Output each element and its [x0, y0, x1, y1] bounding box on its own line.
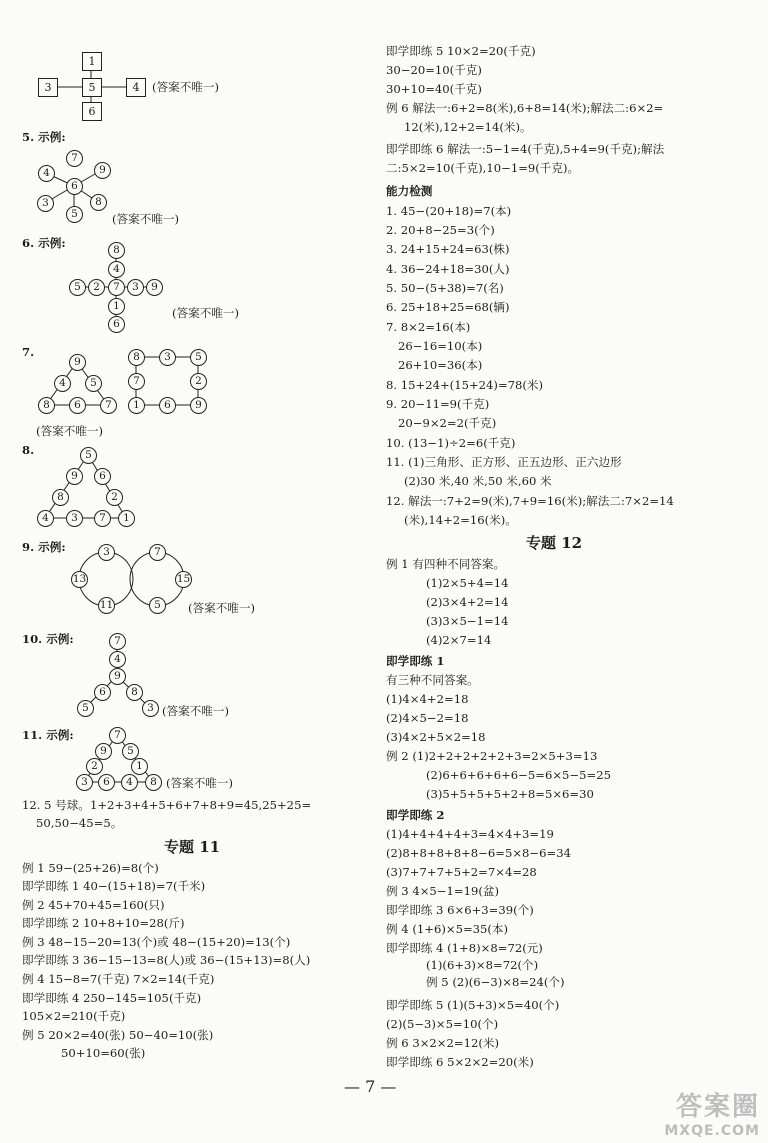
ability-line: 5. 50−(5+38)=7(名) [386, 281, 504, 295]
answer-line: 例 4 15−8=7(千克) 7×2=14(千克) [22, 972, 215, 986]
q5-node: 6 [66, 178, 83, 195]
q6-node: 3 [127, 279, 144, 296]
ability-line: 7. 8×2=16(本) [386, 320, 471, 334]
q7-sq-node: 9 [190, 397, 207, 414]
answer-line: (2)3×4+2=14 [426, 595, 509, 609]
answer-line: 即学即练 2 10+8+10=28(斤) [22, 916, 185, 930]
answer-line: 例 3 4×5−1=19(盆) [386, 884, 500, 898]
q12-line: 50,50−45=5。 [36, 816, 123, 830]
answer-line: (2)8+8+8+8+8−6=5×8−6=34 [386, 846, 571, 860]
q11-node: 5 [122, 743, 139, 760]
answer-line: 例 6 解法一:6+2=8(米),6+8=14(米);解法二:6×2= [386, 101, 664, 115]
q9-node: 5 [149, 597, 166, 614]
answer-line: (4)2×7=14 [426, 633, 492, 647]
answer-line: 即学即练 4 250−145=105(千克) [22, 991, 202, 1005]
q5-node: 9 [94, 162, 111, 179]
answer-line: 即学即练 5 (1)(5+3)×5=40(个) [386, 998, 560, 1012]
q5-node: 7 [66, 150, 83, 167]
q6-node: 7 [108, 279, 125, 296]
answer-line: (1)(6+3)×8=72(个) [426, 958, 539, 972]
q5-node: 8 [90, 194, 107, 211]
ability-line: 12. 解法一:7+2=9(米),7+9=16(米);解法二:7×2=14 [386, 494, 674, 508]
ability-line: 3. 24+15+24=63(株) [386, 242, 510, 256]
q6-label: 6. 示例: [22, 236, 66, 250]
answer-line: 30−20=10(千克) [386, 63, 482, 77]
q4-box-top: 1 [82, 52, 102, 71]
answer-line: (3)7+7+7+5+2=7×4=28 [386, 865, 537, 879]
q4-box-bottom: 6 [82, 102, 102, 121]
q11-node: 8 [145, 774, 162, 791]
answer-line: 即学即练 1 [386, 654, 445, 668]
q11-node: 6 [98, 774, 115, 791]
q12-line: 12. 5 号球。1+2+3+4+5+6+7+8+9=45,25+25= [22, 798, 312, 812]
answer-line: 30+10=40(千克) [386, 82, 482, 96]
q6-node: 1 [108, 298, 125, 315]
q7-tri-node: 5 [85, 375, 102, 392]
q10-node: 4 [109, 651, 126, 668]
q9-node: 7 [149, 544, 166, 561]
answer-line: 即学即练 3 6×6+3=39(个) [386, 903, 534, 917]
answer-line: 50+10=60(张) [61, 1046, 146, 1060]
section-title-11: 专题 11 [164, 838, 221, 856]
answer-line: 例 2 45+70+45=160(只) [22, 898, 165, 912]
q5-node: 3 [37, 195, 54, 212]
ability-line: (2)30 米,40 米,50 米,60 米 [404, 474, 552, 488]
ability-line: 6. 25+18+25=68(辆) [386, 300, 510, 314]
q6-note: (答案不唯一) [172, 306, 240, 320]
ability-line: 26+10=36(本) [398, 358, 483, 372]
answer-line: 例 2 (1)2+2+2+2+2+3=2×5+3=13 [386, 749, 598, 763]
answer-line: 例 1 59−(25+26)=8(个) [22, 861, 159, 875]
ability-line: 20−9×2=2(千克) [398, 416, 497, 430]
ability-line: 9. 20−11=9(千克) [386, 397, 490, 411]
q10-node: 5 [77, 700, 94, 717]
q11-node: 1 [131, 758, 148, 775]
q4-box-right: 4 [126, 78, 146, 97]
answer-line: 例 1 有四种不同答案。 [386, 557, 506, 571]
q9-label: 9. 示例: [22, 540, 66, 554]
q7-sq-node: 1 [128, 397, 145, 414]
q7-sq-node: 6 [159, 397, 176, 414]
q6-node: 6 [108, 316, 125, 333]
q7-sq-node: 8 [128, 349, 145, 366]
ability-line: 8. 15+24+(15+24)=78(米) [386, 378, 544, 392]
q8-node: 6 [94, 468, 111, 485]
ability-line: 4. 36−24+18=30(人) [386, 262, 510, 276]
ability-line: 26−16=10(本) [398, 339, 483, 353]
answer-line: 即学即练 4 (1+8)×8=72(元) [386, 941, 543, 955]
q5-node: 4 [38, 165, 55, 182]
q6-node: 4 [108, 261, 125, 278]
ability-line: 10. (13−1)÷2=6(千克) [386, 436, 516, 450]
answer-line: 即学即练 3 36−15−13=8(人)或 36−(15+13)=8(人) [22, 953, 311, 967]
answer-line: 例 6 3×2×2=12(米) [386, 1036, 500, 1050]
answer-line: 即学即练 1 40−(15+18)=7(千米) [22, 879, 206, 893]
answer-line: (1)4×4+2=18 [386, 692, 469, 706]
q9-node: 15 [175, 571, 192, 588]
ability-line: 11. (1)三角形、正方形、正五边形、正六边形 [386, 455, 622, 469]
q9-node: 3 [98, 544, 115, 561]
answer-line: (3)5+5+5+5+2+8=5×6=30 [426, 787, 594, 801]
q10-node: 9 [109, 668, 126, 685]
q8-label: 8. [22, 443, 35, 457]
q11-node: 2 [86, 758, 103, 775]
q7-tri-node: 7 [100, 397, 117, 414]
q8-node: 3 [66, 510, 83, 527]
q6-node: 9 [146, 279, 163, 296]
watermark-title: 答案圈 [675, 1092, 760, 1122]
q10-node: 7 [109, 633, 126, 650]
answer-line: 即学即练 6 解法一:5−1=4(千克),5+4=9(千克);解法 [386, 142, 665, 156]
q8-node: 1 [118, 510, 135, 527]
watermark-url: MXQE.COM [664, 1123, 760, 1139]
q4-box-left: 3 [38, 78, 58, 97]
answer-line: (3)3×5−1=14 [426, 614, 509, 628]
q7-label: 7. [22, 345, 35, 359]
q8-node: 4 [37, 510, 54, 527]
ability-title: 能力检测 [386, 184, 433, 198]
q11-node: 3 [76, 774, 93, 791]
ability-line: 2. 20+8−25=3(个) [386, 223, 495, 237]
q6-node: 8 [108, 242, 125, 259]
q11-node: 9 [95, 743, 112, 760]
q7-sq-node: 2 [190, 373, 207, 390]
q7-tri-node: 6 [69, 397, 86, 414]
q7-note: (答案不唯一) [36, 424, 104, 438]
answer-line: 二:5×2=10(千克),10−1=9(千克)。 [386, 161, 580, 175]
q11-node: 7 [109, 727, 126, 744]
q9-node: 11 [98, 597, 115, 614]
answer-line: (2)4×5−2=18 [386, 711, 469, 725]
q8-node: 9 [66, 468, 83, 485]
q10-note: (答案不唯一) [162, 704, 230, 718]
answer-line: 例 4 (1+6)×5=35(本) [386, 922, 509, 936]
q7-tri-node: 9 [69, 354, 86, 371]
q11-node: 4 [121, 774, 138, 791]
section-title-12: 专题 12 [526, 534, 583, 552]
answer-line: 12(米),12+2=14(米)。 [404, 120, 532, 134]
answer-line: (1)2×5+4=14 [426, 576, 509, 590]
q5-label: 5. 示例: [22, 130, 66, 144]
answer-line: 即学即练 5 10×2=20(千克) [386, 44, 536, 58]
answer-line: 即学即练 2 [386, 808, 445, 822]
answer-line: 例 3 48−15−20=13(个)或 48−(15+20)=13(个) [22, 935, 291, 949]
q10-node: 3 [142, 700, 159, 717]
q9-note: (答案不唯一) [188, 601, 256, 615]
q8-node: 2 [106, 489, 123, 506]
q10-label: 10. 示例: [22, 632, 74, 646]
ability-line: 1. 45−(20+18)=7(本) [386, 204, 512, 218]
answer-line: 即学即练 6 5×2×2=20(米) [386, 1055, 534, 1069]
answer-line: 例 5 (2)(6−3)×8=24(个) [426, 975, 565, 989]
q7-sq-node: 5 [190, 349, 207, 366]
answer-line: (2)(5−3)×5=10(个) [386, 1017, 499, 1031]
watermark [664, 1086, 760, 1139]
q4-note: (答案不唯一) [152, 80, 220, 94]
q7-sq-node: 3 [159, 349, 176, 366]
ability-line: (米),14+2=16(米)。 [404, 513, 517, 527]
q8-node: 7 [94, 510, 111, 527]
q5-node: 5 [66, 206, 83, 223]
q7-sq-node: 7 [128, 373, 145, 390]
q6-node: 5 [69, 279, 86, 296]
answer-line: (2)6+6+6+6+6−5=6×5−5=25 [426, 768, 611, 782]
q8-node: 5 [80, 447, 97, 464]
answer-line: 105×2=210(千克) [22, 1009, 126, 1023]
q10-node: 6 [94, 684, 111, 701]
answer-line: (1)4+4+4+4+3=4×4+3=19 [386, 827, 554, 841]
answer-line: 有三种不同答案。 [386, 673, 479, 687]
answer-line: 例 5 20×2=40(张) 50−40=10(张) [22, 1028, 214, 1042]
q11-label: 11. 示例: [22, 728, 74, 742]
q6-node: 2 [88, 279, 105, 296]
q4-box-center: 5 [82, 78, 102, 97]
q7-tri-node: 4 [54, 375, 71, 392]
page-number: — 7 — [344, 1077, 397, 1096]
q8-node: 8 [52, 489, 69, 506]
q11-note: (答案不唯一) [166, 776, 234, 790]
q9-node: 13 [71, 571, 88, 588]
q5-note: (答案不唯一) [112, 212, 180, 226]
q7-tri-node: 8 [38, 397, 55, 414]
q10-node: 8 [126, 684, 143, 701]
answer-line: (3)4×2+5×2=18 [386, 730, 486, 744]
